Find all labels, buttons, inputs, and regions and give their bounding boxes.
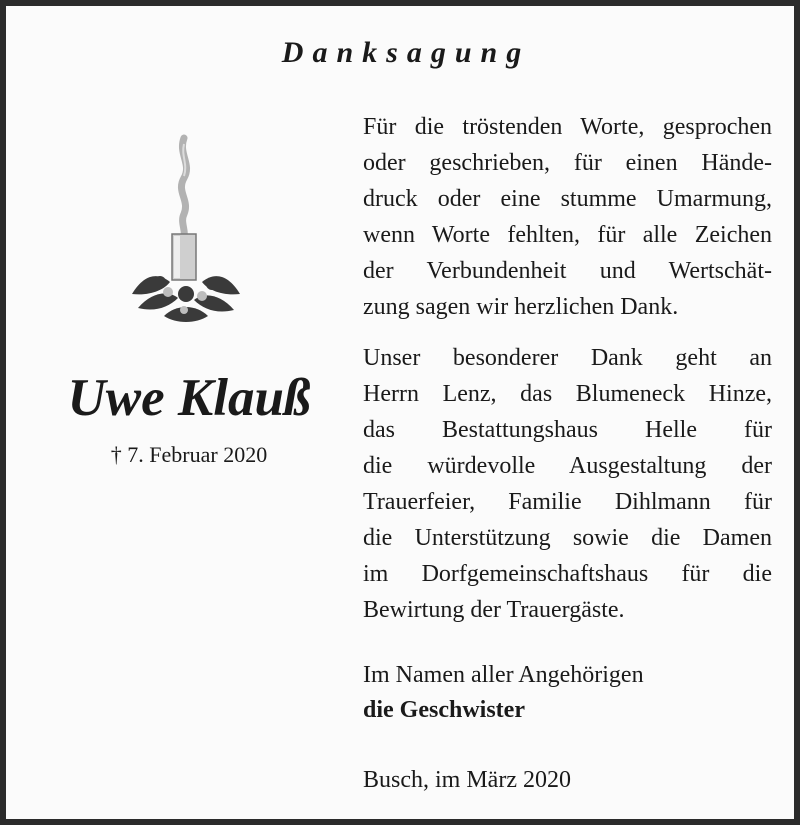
signature: die Geschwister	[363, 697, 525, 723]
special-thanks-paragraph	[363, 340, 772, 628]
text-line: wenn Worte fehlten, für alle Zeichen	[363, 222, 772, 248]
place-date: Busch, im März 2020	[363, 767, 571, 793]
text-line: die Unterstützung sowie die Damen	[363, 525, 772, 551]
text-line: die würdevolle Ausgestaltung der	[363, 453, 772, 479]
text-line: Für die tröstenden Worte, gesprochen	[363, 114, 772, 140]
candle-icon	[124, 134, 248, 334]
text-line: der Verbundenheit und Wertschät-	[363, 258, 772, 284]
text-line: Bewirtung der Trauergäste.	[363, 597, 625, 623]
text-line: oder geschrieben, für einen Hände-	[363, 150, 772, 176]
text-line: Unser besonderer Dank geht an	[363, 345, 772, 371]
heading: Danksagung	[281, 36, 531, 69]
text-line: druck oder eine stumme Umarmung,	[363, 186, 772, 212]
text-line: Herrn Lenz, das Blumeneck Hinze,	[363, 381, 772, 407]
closing-greeting: Im Namen aller Angehörigen	[363, 662, 644, 688]
deceased-name: Uwe Klauß	[67, 369, 311, 427]
text-line: im Dorfgemeinschaftshaus für die	[363, 561, 772, 587]
text-line: Trauerfeier, Familie Dihlmann für	[363, 489, 772, 515]
text-line: das Bestattungshaus Helle für	[363, 417, 772, 443]
death-date: † 7. Februar 2020	[110, 442, 268, 467]
text-line: zung sagen wir herzlichen Dank.	[363, 294, 679, 320]
thanks-paragraph	[363, 109, 772, 325]
